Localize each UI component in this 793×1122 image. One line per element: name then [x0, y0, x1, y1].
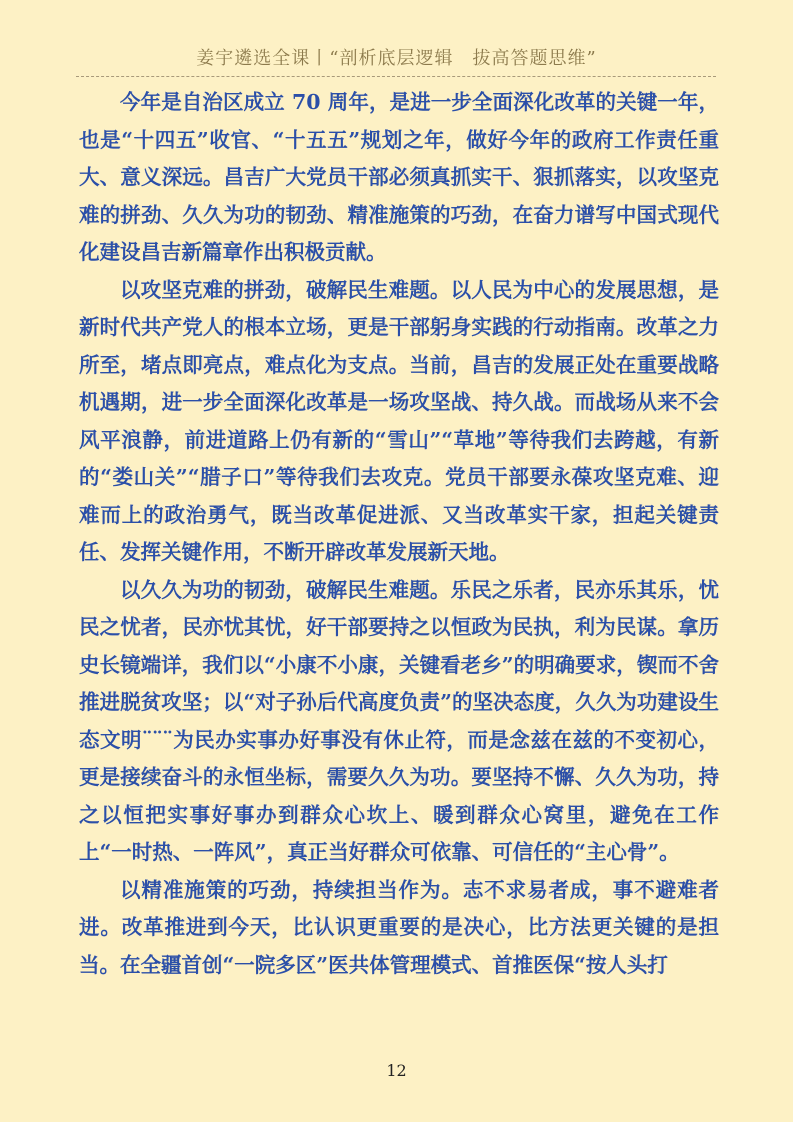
paragraph-4: 以精准施策的巧劲，持续担当作为。志不求易者成，事不避难者进。改革推进到今天，比认识更重要的是决心，比方法更关键的是担当。在全疆首创“一院多区”医共体管理模式、首推医保“按人头打 [79, 877, 719, 977]
paragraph-2: 以攻坚克难的拼劲，破解民生难题。以人民为中心的发展思想，是新时代共产党人的根本立场，更是干部躬身实践的行动指南。改革之力所至，堵点即亮点，难点化为支点。当前，昌吉的发展正处在重要战略机遇期，进一步全面深化改革是一场攻坚战、持久战。而战场从来不会风平浪静，前进道路上仍有新的“雪山”“草地”等待我们去跨越，有新的“娄山关”“腊子口”等待我们去攻克。党员干部要永葆攻坚克难、迎难而上的政治勇气，既当改革促进派、又当改革实干家，担起关键责任、发挥关键作用，不断开辟改革发展新天地。 [79, 277, 719, 564]
page-header: 姜宇遴选全课丨“剖析底层逻辑 拔高答题思维” [196, 48, 597, 69]
header-divider [76, 76, 716, 77]
paragraph-1: 今年是自治区成立 70 周年，是进一步全面深化改革的关键一年，也是“十四五”收官、“十五五”规划之年，做好今年的政府工作责任重大、意义深远。昌吉广大党员干部必须真抓实干、狠抓落实，以攻坚克难的拼劲、久久为功的韧劲、精准施策的巧劲，在奋力谱写中国式现代化建设昌吉新篇章作出积极贡献。 [79, 90, 719, 264]
page-number: 12 [386, 1061, 407, 1080]
article-body [79, 84, 719, 984]
paragraph-3: 以久久为功的韧劲，破解民生难题。乐民之乐者，民亦乐其乐，忧民之忧者，民亦忧其忧，好干部要持之以恒政为民执，利为民谋。拿历史长镜端详，我们以“小康不小康，关键看老乡”的明确要求，锲而不舍推进脱贫攻坚；以“对子孙后代高度负责”的坚决态度，久久为功建设生态文明¨¨¨为民办实事办好事没有休止符，而是念兹在兹的不变初心，更是接续奋斗的永恒坐标，需要久久为功。要坚持不懈、久久为功，持之以恒把实事好事办到群众心坎上、暖到群众心窝里，避免在工作上“一时热、一阵风”，真正当好群众可依靠、可信任的“主心骨”。 [79, 577, 719, 864]
